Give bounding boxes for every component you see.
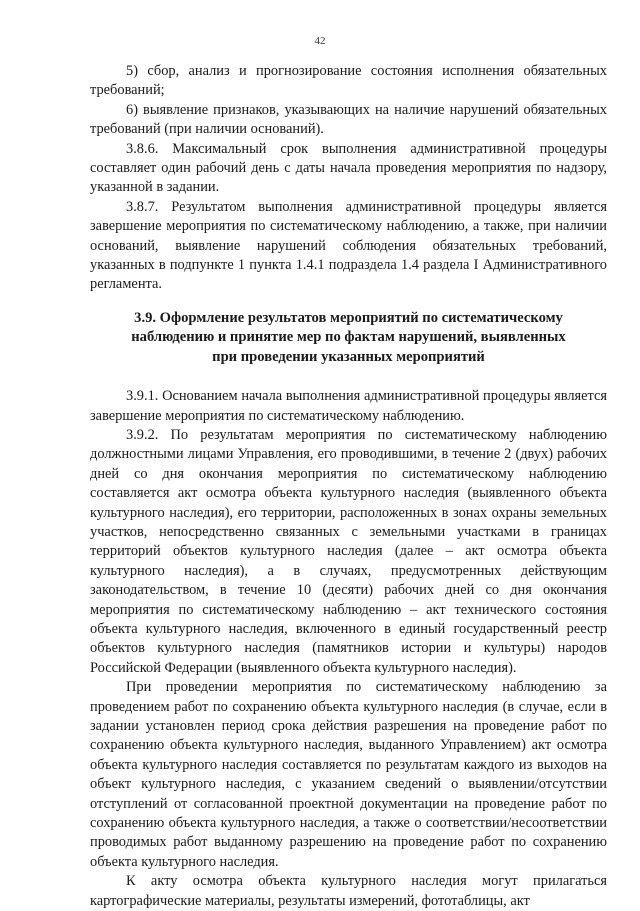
document-body <box>90 62 607 911</box>
paragraph-item-6: 6) выявление признаков, указывающих на наличие нарушений обязательных требований (при наличии оснований). <box>90 101 607 138</box>
page-number: 42 <box>314 35 326 47</box>
paragraph-3-9-2: 3.9.2. По результатам мероприятия по систематическому наблюдению должностными лицами Управления, его проводившими, в течение 2 (двух) рабочих дней со дня окончания мероприятия по систематическому наблюдению составляется акт осмотра объекта культурного наследия (выявленного объекта культурного наследия), его территории, расположенных в зонах охраны земельных участков, непосредственно связанных с земельными участками в границах территорий объектов культурного наследия (далее – акт осмотра объекта культурного наследия), а в случаях, предусмотренных действующим законодательством, в течение 10 (десяти) рабочих дней со дня окончания мероприятия по систематическому наблюдению – акт технического состояния объекта культурного наследия, включенного в единый государственный реестр объектов культурного наследия (памятников истории и культуры) народов Российской Федерации (выявленного объекта культурного наследия). <box>90 426 607 676</box>
paragraph-3-8-6: 3.8.6. Максимальный срок выполнения административной процедуры составляет один рабочий день с даты начала проведения мероприятия по надзору, указанной в задании. <box>90 140 607 196</box>
paragraph-item-5: 5) сбор, анализ и прогнозирование состояния исполнения обязательных требований; <box>90 63 607 99</box>
section-heading-line-1: 3.9. Оформление результатов мероприятий по систематическому <box>134 309 563 326</box>
paragraph-attachments: К акту осмотра объекта культурного наследия могут прилагаться картографические материалы, результаты измерений, фототаблицы, акт <box>90 873 607 909</box>
section-heading-line-3: при проведении указанных мероприятий <box>212 348 485 365</box>
paragraph-monitoring-works: При проведении мероприятия по систематическому наблюдению за проведением работ по сохранению объекта культурного наследия (в случае, если в задании установлен период срока действия разрешения на проведение работ по сохранению объекта культурного наследия, выданного Управлением) акт осмотра объекта культурного наследия составляется по результатам каждого из выходов на объект культурного наследия, с указанием сведений о выявлении/отсутствии отступлений от согласованной проектной документации на проведение работ по сохранению объекта культурного наследия, а также о соответствии/несоответствии проводимых работ выданному разрешению на проведение работ по сохранению объекта культурного наследия. <box>90 679 607 870</box>
section-heading-line-2: наблюдению и принятие мер по фактам нарушений, выявленных <box>131 329 566 346</box>
section-heading-3-9 <box>90 309 607 367</box>
paragraph-3-9-1: 3.9.1. Основанием начала выполнения административной процедуры является завершение мероприятия по систематическому наблюдению. <box>90 388 607 424</box>
paragraph-3-8-7: 3.8.7. Результатом выполнения административной процедуры является завершение мероприятия по систематическому наблюдению, а также, при наличии оснований, выявление нарушений соблюдения обязательных требований, указанных в подпункте 1 пункта 1.4.1 подраздела 1.4 раздела I Административного регламента. <box>90 198 607 293</box>
